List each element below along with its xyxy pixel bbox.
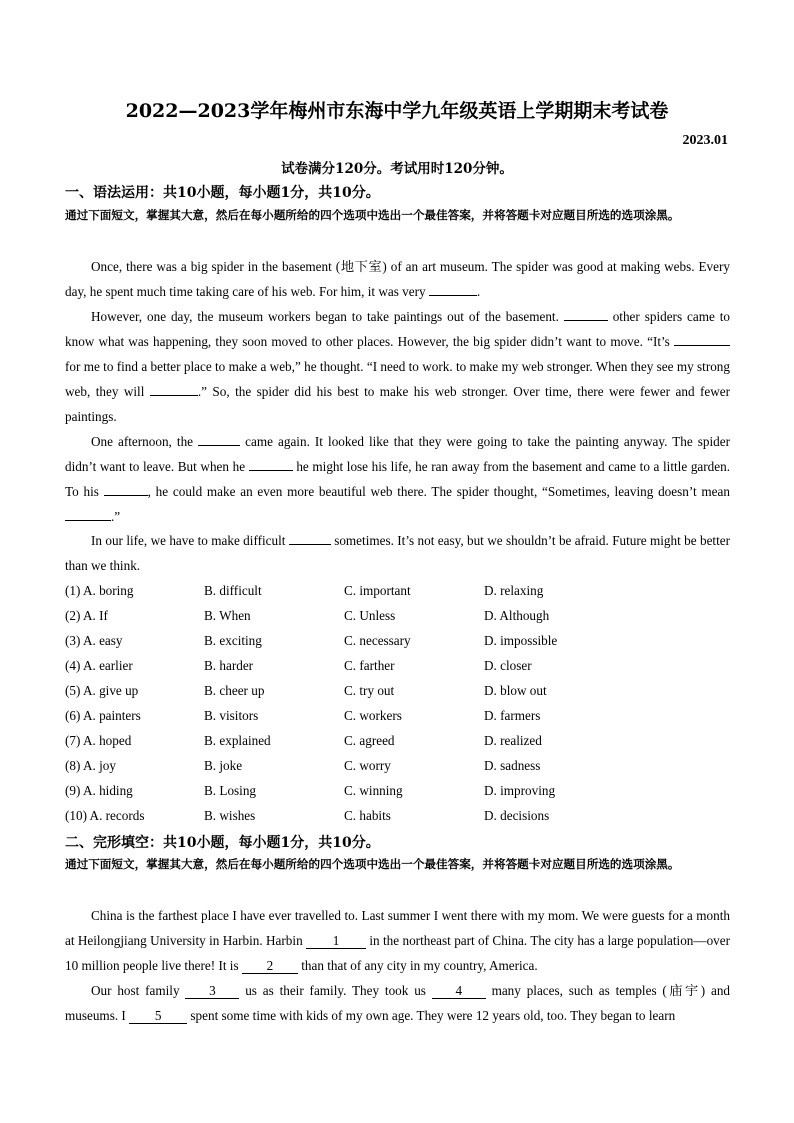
text-run: .” So, the spider did his best to make his web stronger. Over time, there were fewer and fewer paintings. bbox=[65, 384, 730, 424]
option-c: C. farther bbox=[344, 658, 395, 673]
option-row bbox=[65, 803, 745, 828]
text-run: One afternoon, the bbox=[91, 434, 199, 449]
exam-title: 2022—2023学年梅州市东海中学九年级英语上学期期末考试卷 bbox=[125, 100, 669, 122]
answer-blank bbox=[249, 456, 293, 471]
option-b: B. difficult bbox=[204, 583, 262, 598]
option-a: (1) A. boring bbox=[65, 583, 134, 598]
option-a: (9) A. hiding bbox=[65, 783, 133, 798]
exam-subtitle: 试卷满分120分。考试用时120分钟。 bbox=[281, 161, 513, 177]
text-run: . bbox=[476, 284, 481, 299]
option-row bbox=[65, 703, 745, 728]
option-row bbox=[65, 728, 745, 753]
option-a: (10) A. records bbox=[65, 808, 145, 823]
option-d: D. realized bbox=[484, 733, 542, 748]
option-b: B. Losing bbox=[204, 783, 257, 798]
answer-blank-4: 4 bbox=[432, 984, 486, 999]
answer-blank bbox=[65, 506, 111, 521]
option-a: (6) A. painters bbox=[65, 708, 141, 723]
option-b: B. exciting bbox=[204, 633, 262, 648]
exam-date: 2023.01 bbox=[682, 133, 728, 148]
option-row bbox=[65, 628, 745, 653]
option-b: B. When bbox=[204, 608, 251, 623]
option-c: C. habits bbox=[344, 808, 391, 823]
text-run: came again. It looked like that they were going to take the painting anyway. The spider didn’t want to leave. But when he bbox=[65, 434, 730, 474]
option-b: B. harder bbox=[204, 658, 254, 673]
option-b: B. joke bbox=[204, 758, 243, 773]
option-a: (5) A. give up bbox=[65, 683, 139, 698]
option-b: B. visitors bbox=[204, 708, 259, 723]
part1-options bbox=[65, 578, 745, 828]
text-run: Once, there was a big spider in the basement (地下室) of an art museum. The spider was good at making webs. Every day, he spent much time taking care of his web. For him, it was very bbox=[65, 259, 730, 299]
text-run: other spiders came to know what was happening, they soon moved to other places. However, the big spider didn’t want to move. “It’s bbox=[65, 309, 730, 349]
text-run: in the northeast part of China. The city has a large population—over 10 million people live there! It is bbox=[65, 933, 731, 973]
option-c: C. important bbox=[344, 583, 411, 598]
text-run: for me to find a better place to make a web,” he thought. “I need to work. to make my web stronger. When they see my strong web, they will bbox=[65, 359, 730, 399]
option-d: D. decisions bbox=[484, 808, 550, 823]
part1-paragraph-3 bbox=[65, 429, 730, 529]
answer-blank bbox=[198, 431, 240, 446]
answer-blank-2: 2 bbox=[242, 959, 298, 974]
text-run: than that of any city in my country, America. bbox=[297, 958, 538, 973]
option-c: C. winning bbox=[344, 783, 403, 798]
answer-blank bbox=[429, 281, 477, 296]
text-run: , he could make an even more beautiful web there. The spider thought, “Sometimes, leaving doesn’t mean bbox=[147, 484, 730, 499]
text-run: sometimes. It’s not easy, but we shouldn’t be afraid. Future might be better than we think. bbox=[65, 533, 731, 573]
option-row bbox=[65, 778, 745, 803]
part1-paragraph-4 bbox=[65, 528, 730, 578]
answer-blank-1: 1 bbox=[306, 934, 366, 949]
option-row bbox=[65, 603, 745, 628]
option-row bbox=[65, 678, 745, 703]
part2-paragraph-1 bbox=[65, 903, 730, 978]
text-run: However, one day, the museum workers began to take paintings out of the basement. bbox=[91, 309, 564, 324]
option-c: C. workers bbox=[344, 708, 402, 723]
part2-instruction: 通过下面短文，掌握其大意，然后在每小题所给的四个选项中选出一个最佳答案，并将答题卡对应题目所选的选项涂黑。 bbox=[65, 857, 680, 871]
part2-paragraph-2 bbox=[65, 978, 730, 1028]
option-row bbox=[65, 653, 745, 678]
answer-blank bbox=[150, 381, 198, 396]
text-run: Our host family bbox=[91, 983, 186, 998]
part1-paragraph-1 bbox=[65, 254, 730, 304]
option-a: (2) A. If bbox=[65, 608, 108, 623]
option-d: D. blow out bbox=[484, 683, 547, 698]
option-d: D. impossible bbox=[484, 633, 558, 648]
part1-heading: 一、语法运用：共10小题，每小题1分，共10分。 bbox=[65, 185, 380, 201]
option-c: C. worry bbox=[344, 758, 391, 773]
option-row bbox=[65, 578, 745, 603]
text-run: he might lose his life, he ran away from the basement and came to a little garden. To his bbox=[65, 459, 730, 499]
option-c: C. agreed bbox=[344, 733, 395, 748]
option-d: D. Although bbox=[484, 608, 550, 623]
text-run: .” bbox=[111, 509, 121, 524]
text-run: In our life, we have to make difficult bbox=[91, 533, 289, 548]
answer-blank bbox=[674, 331, 730, 346]
option-c: C. Unless bbox=[344, 608, 396, 623]
option-c: C. try out bbox=[344, 683, 395, 698]
text-run: spent some time with kids of my own age. They were 12 years old, too. They began to learn bbox=[187, 1008, 676, 1023]
option-a: (8) A. joy bbox=[65, 758, 116, 773]
part2-heading: 二、完形填空：共10小题，每小题1分，共10分。 bbox=[65, 835, 380, 851]
option-d: D. relaxing bbox=[484, 583, 544, 598]
option-b: B. wishes bbox=[204, 808, 256, 823]
option-row bbox=[65, 753, 745, 778]
option-a: (7) A. hoped bbox=[65, 733, 132, 748]
text-run: many places, such as temples (庙宇) and museums. I bbox=[65, 983, 731, 1023]
part1-instruction: 通过下面短文，掌握其大意，然后在每小题所给的四个选项中选出一个最佳答案，并将答题卡对应题目所选的选项涂黑。 bbox=[65, 208, 680, 222]
part1-paragraph-2 bbox=[65, 304, 730, 429]
option-b: B. explained bbox=[204, 733, 271, 748]
option-d: D. improving bbox=[484, 783, 556, 798]
answer-blank bbox=[104, 481, 148, 496]
option-c: C. necessary bbox=[344, 633, 411, 648]
option-d: D. closer bbox=[484, 658, 532, 673]
option-d: D. sadness bbox=[484, 758, 541, 773]
text-run: us as their family. They took us bbox=[239, 983, 432, 998]
answer-blank bbox=[564, 306, 608, 321]
answer-blank-3: 3 bbox=[185, 984, 239, 999]
option-d: D. farmers bbox=[484, 708, 541, 723]
option-b: B. cheer up bbox=[204, 683, 265, 698]
text-run: China is the farthest place I have ever travelled to. Last summer I went there with my mom. We were guests for a month at Heilongjiang University in Harbin. Harbin bbox=[65, 908, 730, 948]
option-a: (4) A. earlier bbox=[65, 658, 133, 673]
answer-blank-5: 5 bbox=[129, 1009, 187, 1024]
option-a: (3) A. easy bbox=[65, 633, 123, 648]
answer-blank bbox=[289, 530, 331, 545]
